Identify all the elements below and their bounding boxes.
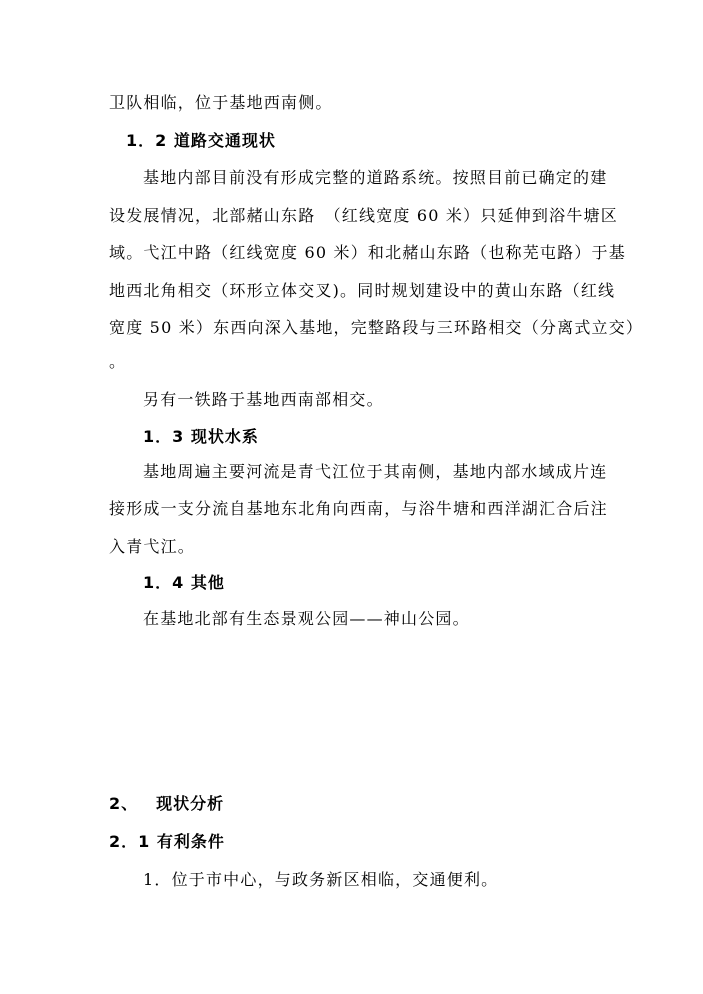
paragraph-line: 接形成一支分流自基地东北角向西南，与浴牛塘和西洋湖汇合后注: [109, 499, 608, 518]
paragraph-line: 在基地北部有生态景观公园——神山公园。: [143, 609, 470, 628]
section-number: 2、: [109, 794, 139, 813]
section-heading-1-3: 1．3 现状水系: [143, 427, 259, 446]
paragraph-line: 1．位于市中心，与政务新区相临，交通便利。: [143, 870, 499, 889]
paragraph-line: 另有一铁路于基地西南部相交。: [143, 390, 384, 409]
paragraph-line: 域。弋江中路（红线宽度 60 米）和北赭山东路（也称芜屯路）于基: [109, 243, 626, 262]
section-title: 现状分析: [156, 794, 225, 813]
section-heading-1-4: 1．4 其他: [143, 573, 225, 592]
paragraph-line: 地西北角相交（环形立体交叉)。同时规划建设中的黄山东路（红线: [109, 281, 616, 300]
paragraph-line: 卫队相临，位于基地西南侧。: [109, 93, 333, 112]
paragraph-line: 基地内部目前没有形成完整的道路系统。按照目前已确定的建: [143, 168, 608, 187]
paragraph-line: 宽度 50 米）东西向深入基地，完整路段与三环路相交（分离式立交）: [109, 318, 644, 337]
section-heading-1-2: 1．2 道路交通现状: [126, 131, 276, 150]
paragraph-line: 。: [109, 352, 127, 371]
section-heading-2: [109, 794, 224, 814]
paragraph-line: 入青弋江。: [109, 537, 196, 556]
section-heading-2-1: 2．1 有利条件: [109, 832, 225, 851]
paragraph-line: 基地周遍主要河流是青弋江位于其南侧，基地内部水域成片连: [143, 462, 608, 481]
paragraph-line: 设发展情况，北部赭山东路 （红线宽度 60 米）只延伸到浴牛塘区: [109, 206, 618, 225]
